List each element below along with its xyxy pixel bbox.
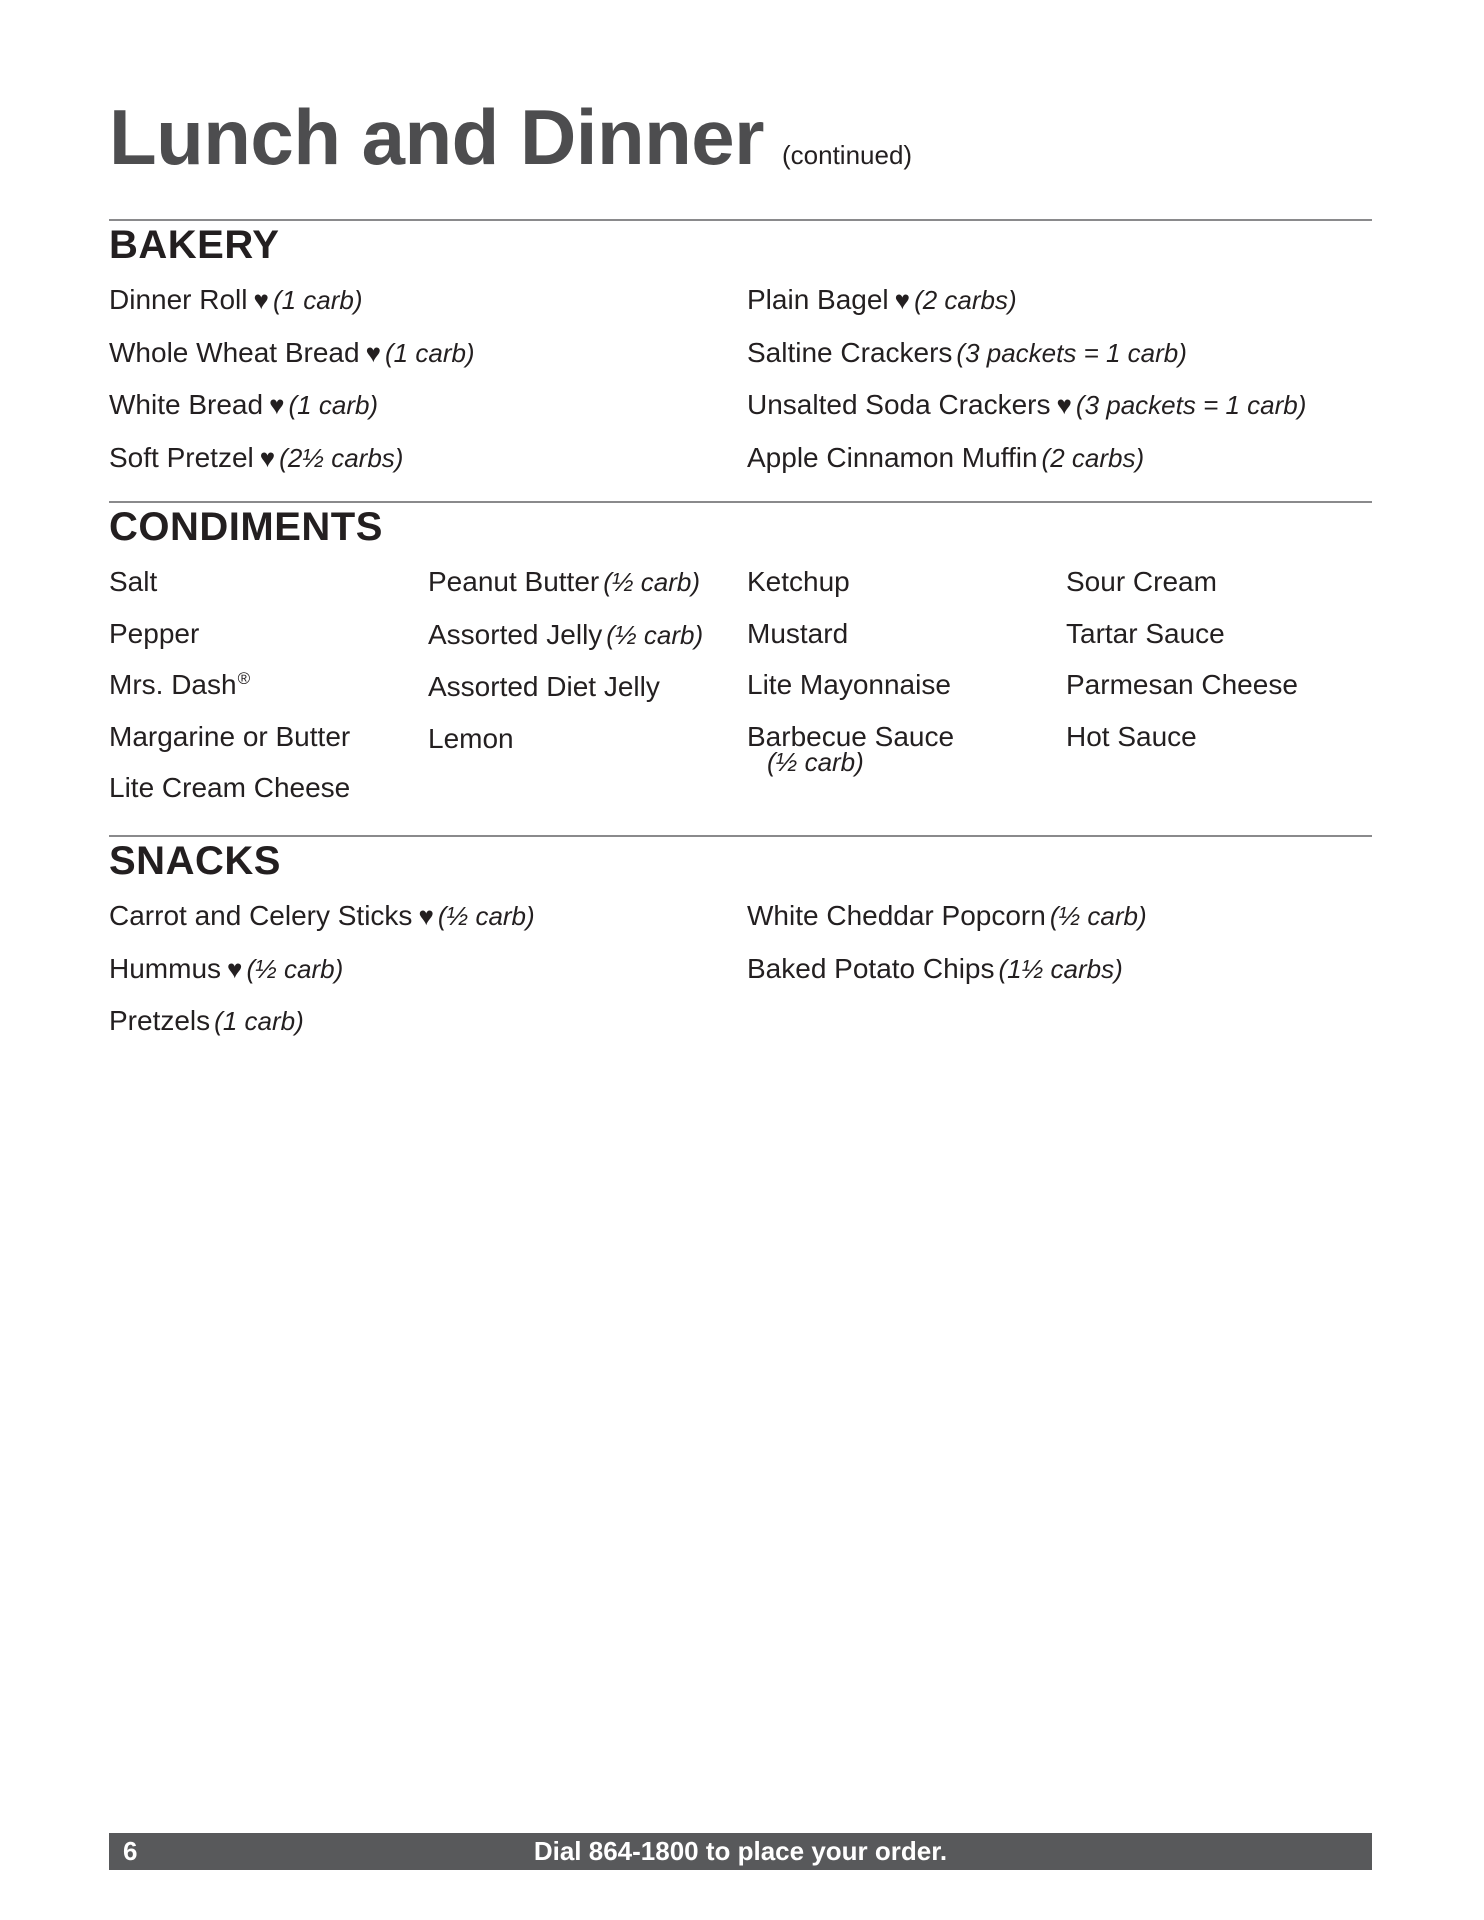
item-name: Hummus [109, 952, 222, 984]
list-item [109, 943, 535, 996]
condiments-column-4 [1066, 556, 1298, 762]
item-note: (½ carb) [767, 747, 864, 777]
list-item [109, 995, 535, 1048]
item-note: (2½ carbs) [279, 442, 404, 473]
heart-icon: ♥ [1056, 390, 1072, 420]
footer-bar [109, 1833, 1372, 1870]
item-name: Mrs. Dash [109, 669, 237, 700]
item-note: (½ carb) [603, 567, 701, 597]
list-item [428, 713, 703, 765]
list-item [109, 432, 475, 485]
item-name: Tartar Sauce [1066, 617, 1225, 649]
heart-icon: ♥ [259, 442, 276, 473]
list-item [747, 659, 954, 711]
item-name: Lemon [428, 722, 514, 754]
item-name: Margarine or Butter [109, 720, 351, 752]
item-note: (½ carb) [246, 953, 344, 984]
list-item [428, 609, 703, 662]
item-note: (½ carb) [1049, 901, 1147, 931]
snacks-heading: SNACKS [109, 839, 281, 883]
bakery-column-2 [747, 274, 1306, 484]
footer-order-text: Dial 864-1800 to place your order. [533, 1836, 948, 1866]
item-note: (½ carb) [437, 901, 535, 931]
heart-icon: ♥ [894, 285, 911, 315]
list-item [109, 659, 350, 711]
item-note: (1 carb) [272, 285, 363, 315]
item-name: Saltine Crackers [747, 336, 953, 368]
title-row [109, 93, 913, 181]
list-item [747, 379, 1306, 432]
item-name: Assorted Jelly [428, 618, 603, 650]
list-item [747, 432, 1306, 485]
list-item [1066, 608, 1298, 660]
item-name: Apple Cinnamon Muffin [747, 441, 1038, 473]
item-name: Lite Mayonnaise [747, 669, 951, 700]
item-name: Assorted Diet Jelly [428, 671, 660, 702]
heart-icon: ♥ [365, 337, 382, 368]
item-name: White Cheddar Popcorn [747, 900, 1046, 931]
list-item [109, 762, 350, 814]
item-name: Pepper [109, 617, 200, 649]
item-name: Sour Cream [1066, 566, 1217, 597]
list-item [109, 379, 475, 432]
list-item [109, 274, 475, 327]
bakery-divider [109, 219, 1372, 221]
item-name: Salt [109, 566, 158, 597]
item-note: (2 carbs) [1041, 442, 1145, 473]
list-item [428, 661, 703, 713]
item-note: (1 carb) [214, 1006, 304, 1036]
item-name: Peanut Butter [428, 566, 600, 597]
item-name: Ketchup [747, 566, 850, 597]
list-item [747, 943, 1147, 996]
item-note: (1 carb) [288, 390, 379, 420]
title-note: (continued) [782, 140, 913, 170]
item-name: Mustard [747, 617, 849, 649]
item-name: Soft Pretzel [109, 441, 254, 473]
item-note: (½ carb) [606, 619, 704, 650]
item-note: (2 carbs) [914, 285, 1017, 315]
bakery-heading: BAKERY [109, 223, 280, 267]
item-name: Whole Wheat Bread [109, 336, 360, 368]
item-note: (3 packets = 1 carb) [956, 337, 1187, 368]
snacks-column-1 [109, 890, 535, 1048]
heart-icon: ♥ [253, 285, 269, 315]
item-name: Parmesan Cheese [1066, 669, 1298, 700]
item-note: (1½ carbs) [998, 953, 1123, 984]
list-item [747, 890, 1147, 943]
registered-mark: ® [237, 668, 251, 688]
item-name: White Bread [109, 389, 264, 420]
list-item [747, 274, 1306, 327]
list-item [109, 608, 350, 660]
heart-icon: ♥ [418, 901, 434, 931]
item-name: Carrot and Celery Sticks [109, 900, 413, 931]
menu-page [109, 0, 1372, 1920]
item-note: (3 packets = 1 carb) [1075, 390, 1307, 420]
condiments-column-2 [428, 556, 703, 764]
item-name: Plain Bagel [747, 284, 889, 315]
item-name: Baked Potato Chips [747, 952, 995, 984]
list-item [1066, 659, 1298, 711]
list-item [1066, 711, 1298, 763]
item-name: Dinner Roll [109, 284, 248, 315]
heart-icon: ♥ [269, 390, 285, 420]
list-item [747, 556, 954, 608]
snacks-column-2 [747, 890, 1147, 995]
page-number: 6 [123, 1836, 138, 1866]
list-item [109, 556, 350, 608]
list-item [747, 711, 955, 777]
item-name: Unsalted Soda Crackers [747, 389, 1051, 420]
item-note: (1 carb) [385, 337, 475, 368]
list-item [747, 608, 954, 660]
condiments-divider [109, 501, 1372, 503]
list-item [747, 327, 1306, 380]
list-item [109, 327, 475, 380]
condiments-column-3 [747, 556, 955, 777]
snacks-divider [109, 835, 1372, 837]
list-item [1066, 556, 1298, 608]
page-title: Lunch and Dinner [109, 93, 764, 181]
heart-icon: ♥ [227, 953, 243, 984]
item-name: Barbecue Sauce [747, 720, 955, 752]
item-name: Pretzels [109, 1005, 211, 1036]
list-item [428, 556, 703, 609]
list-item [109, 890, 535, 943]
list-item [109, 711, 350, 763]
bakery-column-1 [109, 274, 475, 484]
item-name: Hot Sauce [1066, 720, 1197, 752]
condiments-heading: CONDIMENTS [109, 505, 383, 549]
condiments-column-1 [109, 556, 350, 814]
item-name: Lite Cream Cheese [109, 772, 351, 803]
